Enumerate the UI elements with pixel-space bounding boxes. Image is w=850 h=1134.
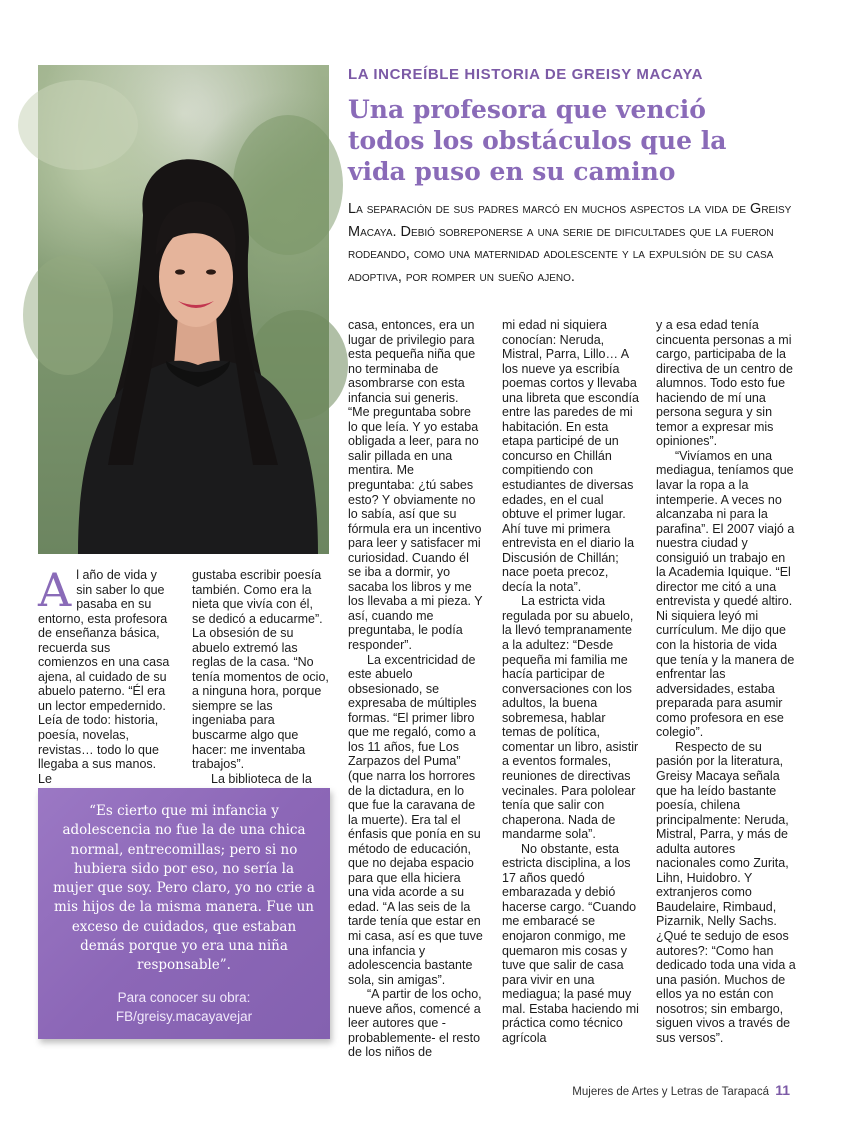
pull-quote-box xyxy=(38,788,330,1039)
body-column-left-1 xyxy=(38,563,173,786)
body-paragraph: mi edad ni siquiera conocían: Neruda, Mistral, Parra, Lillo… A los nueve ya escribía poemas cortos y llevaba una libreta que escondía entre las paredes de mi habitación. En esta etapa participé de un concurso en Chillán compitiendo con estudiantes de diversas edades, en el cual obtuve el primer lugar. Ahí tuve mi primera entrevista en el diario la Discusión de Chillán; nace poeta precoz, decía la nota”. xyxy=(502,318,639,594)
cta-line: Para conocer su obra: xyxy=(117,990,251,1005)
pull-quote-text: “Es cierto que mi infancia y adolescencia no fue la de una chica normal, entrecomillas; pero si no hubiera sido por eso, no sería la mujer que soy. Pero claro, yo no crie a mis hijos de la misma manera. Fue un exceso de cuidados, que estaban demás porque yo era una niña responsable”. xyxy=(53,803,315,974)
pull-quote-cta xyxy=(52,988,316,1026)
article-headline: Una profesora que venció todos los obstáculos que la vida puso en su camino xyxy=(348,95,727,186)
body-column-1 xyxy=(348,318,483,1060)
portrait-illustration xyxy=(38,65,329,554)
body-paragraph: No obstante, esta estricta disciplina, a los 17 años quedó embarazada y debió hacerse cargo. “Cuando me embaracé se enojaron conmigo, me quemaron mis cosas y tuve que salir de casa para vivir en una mediagua; la pasé muy mal. Estaba haciendo mi práctica como técnico agrícola xyxy=(502,841,639,1045)
body-paragraph: casa, entonces, era un lugar de privilegio para esta pequeña niña que no terminaba de asombrarse con esta infancia sui generis. “Me preguntaba sobre lo que leía. Y yo estaba obligada a leer, para no salir pillada en una mentira. Me preguntaba: ¿tú sabes esto? Y obviamente no lo sabía, así que su fórmula era un incentivo para leer y satisfacer mi curiosidad. Cuando él se iba a dormir, yo sacaba los libros y me los llevaba a mi pieza. Y así, cuando me preguntaba, le podía responder”. xyxy=(348,318,483,653)
article-kicker: LA INCREÍBLE HISTORIA DE GREISY MACAYA xyxy=(348,66,704,83)
body-paragraph: La biblioteca de la xyxy=(211,771,312,786)
body-column-2 xyxy=(502,318,639,1043)
body-paragraph: y a esa edad tenía cincuenta personas a mi cargo, participaba de la directiva de un centro de alumnos. Todo esto fue haciendo de mí una persona segura y sin temor a expresar mis opiniones”. xyxy=(656,318,793,449)
portrait-photo xyxy=(38,65,329,554)
drop-cap: A xyxy=(38,563,72,617)
body-column-3 xyxy=(656,318,796,1043)
social-link[interactable]: FB/greisy.macayavejar xyxy=(115,1009,253,1024)
body-paragraph: La estricta vida regulada por su abuelo, la llevó tempranamente a la adultez: “Desde pequeña mi familia me hacía participar de conversaciones con los adultos, la buena sobremesa, hablar temas de política, comentar un libro, asistir a eventos formales, reuniones de directivas vecinales. Para pololear tenía que salir con chaperona. Nada de mandarme sola”. xyxy=(502,594,639,842)
body-paragraph: La excentricidad de este abuelo obsesionado, se expresaba de múltiples formas. “El primer libro que me regaló, como a los 11 años, fue Los Zarpazos del Puma” (que narra los horrores de la dictadura, en lo que fue la caravana de la muerte). Era tal el énfasis que ponía en su método de educación, que no dejaba espacio para que ella hiciera una vida acorde a su edad. “A las seis de la tarde tenía que estar en mi casa, así es que tuve una infancia y adolescencia bastante sola, sin amigas”. xyxy=(348,652,483,987)
publication-name: Mujeres de Artes y Letras de Tarapacá xyxy=(572,1086,769,1098)
body-paragraph-text: l año de vida y sin saber lo que pasaba en su entorno, esta profesora de enseñanza básica, recuerda sus comienzos en una casa ajena, al cuidado de su abuelo paterno. “Él era un lector empedernido. Leía de todo: historia, poesía, novelas, revistas… todo lo que llegaba a sus manos. Le xyxy=(38,568,170,786)
page-number: 11 xyxy=(775,1082,790,1098)
body-paragraph: “A partir de los ocho, nueve años, comencé a leer autores que -probablemente- el resto de los niños de xyxy=(348,987,482,1060)
body-column-left-2 xyxy=(192,568,329,786)
page-footer xyxy=(572,1082,790,1098)
body-paragraph xyxy=(38,563,173,786)
body-paragraph: Respecto de su pasión por la literatura, Greisy Macaya señala que ha leído bastante poesía, chilena principalmente: Neruda, Mistral, Parra, y más de adulta autores nacionales como Zurita, Lihn, Huidobro. Y extranjeros como Baudelaire, Rimbaud, Pizarnik, Nelly Sachs. ¿Qué te sedujo de esos autores?: “Como han dedicado toda una vida a una pasión. Muchos de ellos ya no están con nosotros; sin embargo, siguen vivos a través de sus versos”. xyxy=(656,739,796,1045)
body-paragraph: “Vivíamos en una mediagua, teníamos que lavar la ropa a la intemperie. A veces no alcanzaba ni para la parafina”. El 2007 viajó a nuestra ciudad y consiguió un trabajo en la Academia Iquique. “El director me citó a una entrevista y quedé altiro. Ni siquiera leyó mi currículum. Me dijo que con la historia de vida que tenía y la manera de enfrentar las adversidades, estaba preparada para asumir como profesora en ese colegio”. xyxy=(656,448,795,740)
body-paragraph: gustaba escribir poesía también. Como era la nieta que vivía con él, se dedicó a educarme”. La obsesión de su abuelo extremó las reglas de la casa. “No tenía momentos de ocio, a ninguna hora, porque siempre se las ingeniaba para buscarme algo que hacer: me inventaba trabajos”. xyxy=(192,568,329,772)
article-lead: La separación de sus padres marcó en muchos aspectos la vida de Greisy Macaya. Debió sobreponerse a una serie de dificultades que la fueron rodeando, como una maternidad adolescente y la expulsión de su casa adoptiva, por romper un sueño ajeno. xyxy=(348,201,792,285)
